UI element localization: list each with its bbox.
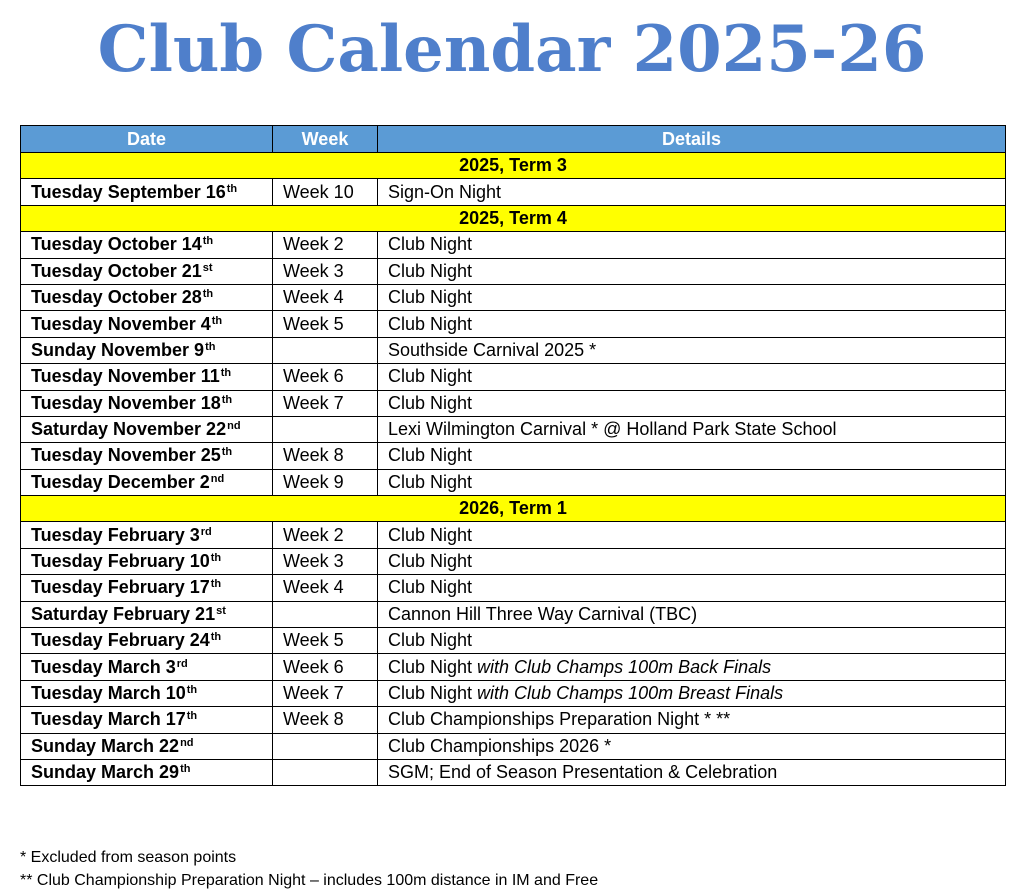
table-row: [21, 337, 1006, 363]
table-row: [21, 707, 1006, 733]
event-week: Week 5: [273, 311, 378, 337]
event-week: [273, 733, 378, 759]
table-row: [21, 390, 1006, 416]
ordinal-suffix: th: [202, 235, 214, 248]
event-week: Week 8: [273, 707, 378, 733]
table-row: [21, 258, 1006, 284]
event-details-text: Club Night: [388, 471, 473, 492]
event-date: [21, 601, 273, 627]
event-details: [378, 680, 1006, 706]
event-week: Week 7: [273, 680, 378, 706]
event-date-text: Saturday November 22: [31, 419, 227, 440]
event-date-text: Sunday March 29: [31, 762, 180, 783]
event-details: [378, 416, 1006, 442]
event-date: [21, 522, 273, 548]
table-row: [21, 284, 1006, 310]
table-row: [21, 654, 1006, 680]
page-title: Club Calendar 2025-26: [97, 12, 927, 87]
ordinal-suffix: th: [180, 763, 191, 776]
event-date: [21, 337, 273, 363]
event-week: [273, 759, 378, 785]
event-date: [21, 258, 273, 284]
event-date-text: Tuesday March 3: [31, 656, 176, 677]
table-row: [21, 364, 1006, 390]
event-details-text: Club Night: [388, 577, 473, 598]
event-date-text: Tuesday October 14: [31, 234, 202, 255]
event-details-text: Club Championships Preparation Night * **: [388, 709, 731, 730]
event-details: [378, 311, 1006, 337]
event-details-italic: with Club Champs 100m Breast Finals: [477, 683, 784, 703]
event-week: Week 6: [273, 364, 378, 390]
table-row: [21, 179, 1006, 205]
event-details: [378, 654, 1006, 680]
event-details: [378, 575, 1006, 601]
event-details: [378, 258, 1006, 284]
table-row: [21, 548, 1006, 574]
event-week: Week 4: [273, 284, 378, 310]
footnote-excluded: * Excluded from season points: [20, 849, 237, 866]
event-date: [21, 443, 273, 469]
event-date: [21, 232, 273, 258]
table-row: [21, 416, 1006, 442]
event-details: [378, 443, 1006, 469]
event-details-text: Club Championships 2026 *: [388, 735, 612, 756]
event-date: [21, 759, 273, 785]
event-week: Week 9: [273, 469, 378, 495]
footnotes: [20, 846, 598, 892]
event-date: [21, 628, 273, 654]
ordinal-suffix: rd: [200, 525, 212, 538]
event-date-text: Tuesday December 2: [31, 471, 210, 492]
event-details-text: Sign-On Night: [388, 181, 502, 202]
event-date: [21, 364, 273, 390]
event-date: [21, 179, 273, 205]
event-week: Week 2: [273, 522, 378, 548]
ordinal-suffix: th: [211, 314, 223, 327]
ordinal-suffix: nd: [210, 472, 225, 485]
event-week: Week 3: [273, 548, 378, 574]
event-week: [273, 601, 378, 627]
event-details: [378, 707, 1006, 733]
ordinal-suffix: st: [202, 261, 213, 274]
event-date-text: Tuesday October 21: [31, 260, 202, 281]
event-date: [21, 390, 273, 416]
event-date: [21, 654, 273, 680]
event-date: [21, 311, 273, 337]
ordinal-suffix: nd: [180, 736, 194, 749]
event-date: [21, 284, 273, 310]
header-date: Date: [21, 126, 273, 153]
event-details-text: Southside Carnival 2025 *: [388, 339, 597, 360]
event-details: [378, 337, 1006, 363]
event-date-text: Tuesday November 4: [31, 313, 211, 334]
event-details: [378, 284, 1006, 310]
event-details-text: Club Night: [388, 630, 473, 651]
event-date: [21, 733, 273, 759]
event-details-text: Club Night: [388, 313, 473, 334]
term-header-row: [21, 496, 1006, 522]
event-date-text: Tuesday November 18: [31, 392, 221, 413]
event-date: [21, 548, 273, 574]
table-row: [21, 601, 1006, 627]
event-details-text: Club Night: [388, 287, 473, 308]
event-date-text: Tuesday October 28: [31, 287, 202, 308]
event-week: [273, 337, 378, 363]
event-date-text: Tuesday February 24: [31, 630, 210, 651]
header-week: Week: [273, 126, 378, 153]
event-details: [378, 390, 1006, 416]
event-details-text: Club Night: [388, 392, 473, 413]
event-details-text: Club Night: [388, 656, 478, 677]
table-row: [21, 522, 1006, 548]
event-date-text: Tuesday March 17: [31, 709, 186, 730]
ordinal-suffix: th: [186, 684, 198, 696]
header-details: Details: [378, 126, 1006, 153]
ordinal-suffix: th: [205, 340, 216, 353]
table-row: [21, 759, 1006, 785]
event-week: Week 8: [273, 443, 378, 469]
event-date: [21, 469, 273, 495]
event-date-text: Saturday February 21: [31, 603, 216, 624]
event-details-text: Club Night: [388, 683, 478, 703]
event-week: [273, 416, 378, 442]
term-label: 2025, Term 3: [21, 153, 1006, 179]
event-date: [21, 707, 273, 733]
table-row: [21, 575, 1006, 601]
event-details: [378, 759, 1006, 785]
event-date-text: Sunday March 22: [31, 735, 180, 756]
event-details-text: Cannon Hill Three Way Carnival (TBC): [388, 603, 698, 624]
term-label: 2026, Term 1: [21, 496, 1006, 522]
ordinal-suffix: th: [186, 710, 198, 723]
calendar-body: [21, 153, 1006, 786]
ordinal-suffix: st: [216, 604, 226, 617]
event-details-text: Lexi Wilmington Carnival * @ Holland Park State School: [388, 419, 837, 440]
table-row: [21, 680, 1006, 706]
event-date-text: Tuesday November 11: [31, 366, 220, 387]
table-row: [21, 628, 1006, 654]
ordinal-suffix: th: [210, 578, 222, 591]
event-details: [378, 548, 1006, 574]
event-date-text: Tuesday February 17: [31, 577, 210, 598]
event-details-text: SGM; End of Season Presentation & Celebration: [388, 762, 778, 783]
ordinal-suffix: rd: [176, 657, 188, 670]
ordinal-suffix: th: [220, 367, 232, 380]
term-header-row: [21, 153, 1006, 179]
event-week: Week 10: [273, 179, 378, 205]
event-details: [378, 232, 1006, 258]
ordinal-suffix: th: [210, 552, 222, 565]
event-details-text: Club Night: [388, 551, 473, 572]
ordinal-suffix: th: [226, 182, 238, 195]
event-details: [378, 733, 1006, 759]
event-date-text: Tuesday February 10: [31, 551, 210, 572]
table-header-row: [21, 126, 1006, 153]
event-date-text: Tuesday March 10: [31, 683, 186, 703]
event-date-text: Sunday November 9: [31, 339, 205, 360]
event-date: [21, 575, 273, 601]
event-week: Week 2: [273, 232, 378, 258]
event-details: [378, 522, 1006, 548]
table-row: [21, 232, 1006, 258]
ordinal-suffix: th: [221, 446, 233, 459]
calendar-table: [20, 125, 1006, 786]
ordinal-suffix: th: [210, 631, 222, 644]
event-details: [378, 628, 1006, 654]
event-details-text: Club Night: [388, 260, 473, 281]
footnote-preparation-night: ** Club Championship Preparation Night – includes 100m distance in IM and Free: [20, 872, 599, 889]
table-row: [21, 733, 1006, 759]
ordinal-suffix: th: [202, 288, 214, 301]
event-week: Week 5: [273, 628, 378, 654]
event-details: [378, 179, 1006, 205]
table-row: [21, 469, 1006, 495]
event-details-text: Club Night: [388, 366, 473, 387]
event-details: [378, 601, 1006, 627]
event-date-text: Tuesday November 25: [31, 445, 221, 466]
event-details: [378, 469, 1006, 495]
ordinal-suffix: th: [221, 393, 233, 406]
event-week: Week 7: [273, 390, 378, 416]
event-details-italic: with Club Champs 100m Back Finals: [477, 656, 772, 677]
event-week: Week 3: [273, 258, 378, 284]
ordinal-suffix: nd: [227, 420, 241, 433]
event-week: Week 6: [273, 654, 378, 680]
table-row: [21, 443, 1006, 469]
term-label: 2025, Term 4: [21, 205, 1006, 231]
event-details-text: Club Night: [388, 234, 473, 255]
event-date-text: Tuesday February 3: [31, 524, 200, 545]
event-week: Week 4: [273, 575, 378, 601]
event-date: [21, 416, 273, 442]
term-header-row: [21, 205, 1006, 231]
event-details-text: Club Night: [388, 445, 473, 466]
event-date: [21, 680, 273, 706]
table-row: [21, 311, 1006, 337]
event-details: [378, 364, 1006, 390]
event-date-text: Tuesday September 16: [31, 181, 226, 202]
event-details-text: Club Night: [388, 524, 473, 545]
